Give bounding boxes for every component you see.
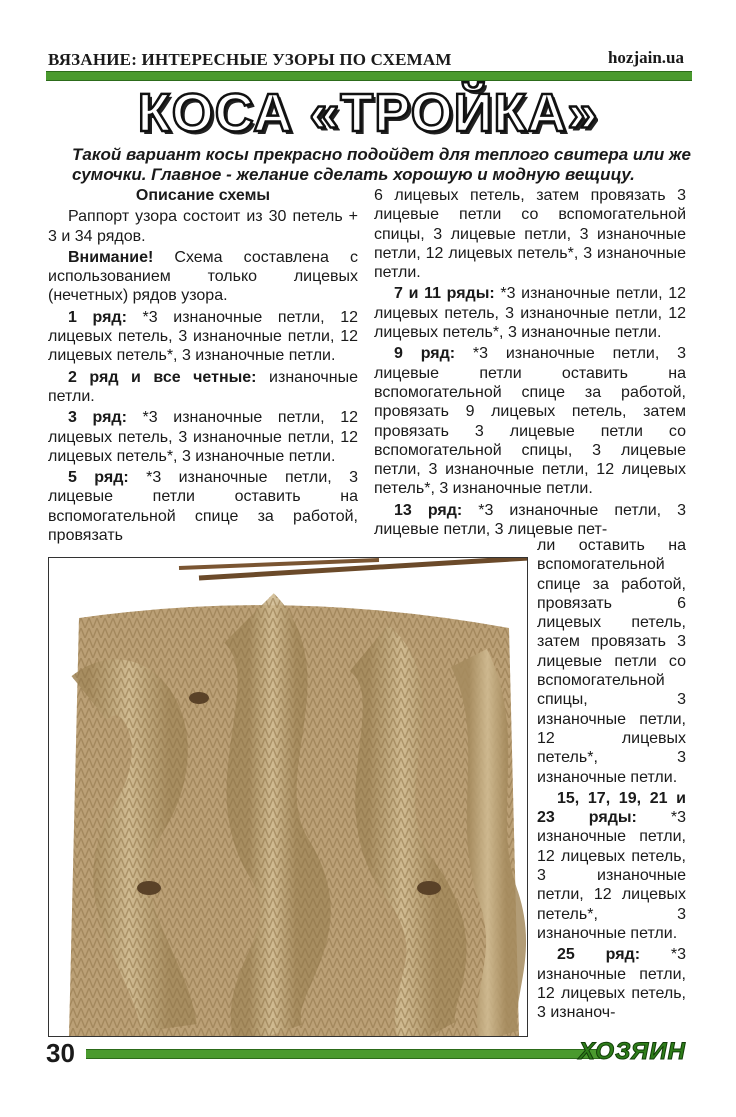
row15-text: *3 изнаночные петли, 12 лицевых петель, 3 изнаночные петли, 12 лицевых петель*, 3 изнаночные петли.	[537, 809, 686, 942]
row25-paragraph	[537, 945, 686, 1022]
row13-label: 13 ряд:	[394, 501, 463, 519]
right-column	[374, 186, 686, 541]
footer-divider	[86, 1049, 600, 1059]
page-number: 30	[46, 1038, 75, 1068]
article-title: КОСА «ТРОЙКА»	[137, 83, 599, 143]
row3-paragraph	[48, 408, 358, 466]
row2-paragraph	[48, 368, 358, 407]
scheme-heading: Описание схемы	[135, 187, 271, 204]
header-divider	[46, 71, 692, 81]
row3-label: 3 ряд:	[68, 409, 127, 427]
article-lead: Такой вариант косы прекрасно подойдет для теплого свитера или же сумочки. Главное - желание сделать хорошую и модную вещицу.	[72, 145, 691, 184]
row5-continuation: 6 лицевых петель, затем провязать 3 лицевые петли со вспомогательной спицы, 3 лицевые петли, 3 изнаночные петли, 12 лицевых петель*, 3 изнаночные петли.	[374, 187, 686, 282]
row3-text: *3 изнаночные петли, 12 лицевых петель, 3 изнаночные петли, 12 лицевых петель*, 3 изнаночные петли.	[48, 409, 358, 465]
site-name: hozjain.ua	[607, 48, 684, 67]
row1-paragraph	[48, 308, 358, 366]
section-rubric: ВЯЗАНИЕ: ИНТЕРЕСНЫЕ УЗОРЫ ПО СХЕМАМ	[48, 50, 452, 69]
knitted-sample-photo	[48, 557, 528, 1037]
row25-label: 25 ряд:	[557, 946, 641, 964]
row9-label: 9 ряд:	[394, 345, 456, 363]
row1-label: 1 ряд:	[68, 308, 127, 326]
row2-label: 2 ряд и все четные:	[68, 368, 257, 386]
narrow-column	[537, 536, 686, 1024]
row5-text: *3 изнаночные петли, 3 лицевые петли оставить на вспомогательной спице за работой, провязать	[48, 469, 358, 545]
row711-paragraph	[374, 284, 686, 342]
rapport-paragraph: Раппорт узора состоит из 30 петель + 3 и 34 рядов.	[48, 208, 358, 245]
attention-label: Внимание!	[68, 248, 154, 266]
row5-label: 5 ряд:	[68, 469, 129, 487]
row9-text: *3 изнаночные петли, 3 лицевые петли оставить на вспомогательной спице за работой, провязать 9 лицевых петель, затем провязать 3 лицевые петли со вспомогательной спицы, 3 лицевые петли, 3 изнаночные петли, 12 лицевых петель*, 3 изнаночные петли.	[374, 345, 686, 498]
row13-text: *3 изнаночные петли, 3 лицевые петли, 3 лицевые пет-	[374, 501, 686, 539]
row13-continuation: ли оставить на вспомогательной спице за работой, провязать 6 лицевых петель, затем провязать 3 лицевые петли со вспомогательной спицы, 3 изнаночные петли, 12 лицевых петель*, 3 изнаночные петли.	[537, 537, 686, 786]
attention-text: Схема составлена с использованием только лицевых (нечетных) рядов узора.	[48, 248, 358, 305]
row711-label: 7 и 11 ряды:	[394, 285, 495, 303]
cable-knit-illustration	[49, 558, 527, 1036]
left-column	[48, 186, 358, 547]
row9-paragraph	[374, 344, 686, 498]
row13-paragraph	[374, 501, 686, 540]
magazine-brand: ХОЗЯИН	[578, 1038, 686, 1065]
row1-text: *3 изнаночные петли, 12 лицевых петель, 3 изнаночные петли, 12 лицевых петель*, 3 изнаночные петли.	[48, 308, 358, 365]
attention-paragraph	[48, 248, 358, 306]
row15-label: 15, 17, 19, 21 и 23 ряды:	[537, 789, 686, 827]
row2-text: изнаночные петли.	[48, 368, 359, 405]
row711-text: *3 изнаночные петли, 12 лицевых петель, 3 изнаночные петли, 12 лицевых петель*, 3 изнаночные петли.	[374, 285, 687, 342]
row25-text: *3 изнаночные петли, 12 лицевых петель, 3 изнаноч-	[537, 946, 686, 1022]
row5-paragraph	[48, 468, 358, 545]
row15-paragraph	[537, 789, 686, 943]
